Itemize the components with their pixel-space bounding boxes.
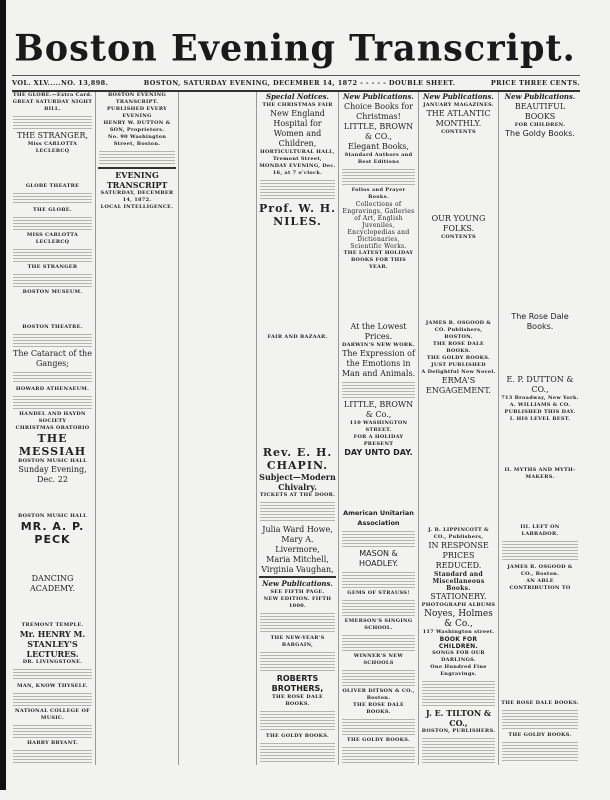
article-text (12, 546, 93, 574)
headline: THE GOLDY BOOKS. (346, 737, 411, 744)
headline: DR. LIVINGSTONE. (22, 658, 83, 665)
headline: DAY UNTO DAY. (344, 447, 413, 457)
headline: New England Hospital for Women and Children, (270, 109, 325, 148)
section-title: Special Notices. (265, 92, 329, 101)
article-text (13, 273, 92, 287)
section-title: EVENING TRANSCRIPT (106, 170, 168, 190)
article-text (422, 680, 495, 706)
volume-number: VOL. XLV.....NO. 13,898. (12, 79, 109, 87)
headline: NEW EDITION. FIFTH 1000. (263, 595, 332, 609)
headline: Elegant Books, (348, 142, 409, 151)
article-text (260, 742, 335, 763)
article-text (342, 669, 415, 686)
headline: CHRISTMAS ORATORIO (15, 425, 90, 432)
newspaper-masthead: Boston Evening Transcript. (14, 26, 576, 71)
headline: LITTLE, BROWN & Co., (343, 399, 414, 419)
article-text (181, 238, 254, 329)
headline: SATURDAY, DECEMBER 14, 1872. (100, 190, 174, 203)
article-text (421, 136, 496, 214)
headline: E. P. DUTTON & CO., (506, 375, 574, 395)
article-text (260, 651, 335, 672)
headline: MISS CARLOTTA LECLERCQ (26, 232, 79, 246)
divider (259, 576, 336, 578)
headline: TREMONT TEMPLE. (21, 621, 84, 628)
article-text (13, 749, 92, 763)
article-text (13, 692, 92, 706)
headline: GEMS OF STRAUSS! (347, 590, 410, 597)
article-text (181, 92, 254, 238)
headline: LITTLE, BROWN & CO., (343, 122, 414, 141)
headline: BOSTON MUSIC HALL (18, 513, 87, 520)
article-text (13, 371, 92, 385)
article-text (342, 634, 415, 651)
headline: THE ROSE DALE BOOKS. (271, 693, 324, 707)
article-text (501, 481, 579, 524)
article-text (12, 155, 93, 183)
page-edge (0, 0, 6, 790)
headline: MASON & HOADLEY. (358, 549, 399, 569)
headline: THE LATEST HOLIDAY BOOKS FOR THIS YEAR. (343, 249, 414, 270)
article-text (260, 710, 335, 731)
headline: 117 Washington street. (422, 628, 495, 635)
headline: SEE FIFTH PAGE. (270, 588, 325, 595)
article-text (12, 296, 93, 324)
headline: BOSTON MUSEUM. (22, 289, 83, 296)
headline: Miss CARLOTTA LECLERCQ (27, 140, 78, 154)
article-text (13, 333, 92, 347)
article-text (342, 718, 415, 735)
article-text (13, 216, 92, 230)
headline: ERMA'S ENGAGEMENT. (426, 375, 491, 395)
headline: SONGS FOR OUR DARLINGS. (432, 649, 485, 663)
headline: Sunday Evening, Dec. 22 (18, 465, 87, 485)
headline: STATIONERY. (430, 591, 487, 601)
headline: Rev. E. H. CHAPIN. (262, 446, 333, 473)
dateline-bar (12, 75, 580, 92)
headline: BOSTON EVENING TRANSCRIPT. (107, 92, 167, 105)
article-text (502, 540, 578, 562)
headline: GLOBE THEATRE (25, 182, 80, 189)
article-text (13, 115, 92, 129)
article-text (342, 381, 415, 398)
headline: JAMES R. OSGOOD & CO., Boston. (507, 563, 573, 577)
article-text (259, 341, 336, 447)
article-text (342, 746, 415, 763)
headline: Noyes, Holmes & Co., (424, 608, 493, 629)
headline: PUBLISHED THIS DAY. (504, 409, 576, 416)
article-text (181, 620, 254, 766)
speaker-name: Julia Ward Howe, (262, 524, 333, 534)
headline: 713 Broadway, New York. (501, 395, 579, 402)
article-text (13, 248, 92, 262)
article-text (342, 599, 415, 616)
headline: The Goldy Books. (505, 129, 575, 138)
headline: TICKETS AT THE DOOR. (259, 492, 336, 499)
headline: FOR A HOLIDAY PRESENT (353, 433, 404, 447)
headline: BOSTON, PUBLISHERS. (421, 727, 496, 734)
headline: HOWARD ATHENAEUM. (15, 386, 90, 393)
article-text (501, 139, 579, 312)
column-1-amusements (10, 92, 96, 765)
article-text (342, 571, 415, 588)
headline: THE GOLDY BOOKS. (508, 732, 572, 739)
headline: THE GLOBE.—Extra Card. GREAT SATURDAY NIGHT BILL. (12, 92, 93, 112)
issue-date: BOSTON, SATURDAY EVENING, DECEMBER 14, 1872 - - - - - DOUBLE SHEET. (143, 79, 456, 87)
headline: THE GLOBE. (33, 207, 72, 214)
headline: MR. A. P. PECK (20, 520, 85, 547)
headline: American Unitarian Association (343, 509, 414, 528)
column-4-special-notices (257, 92, 339, 765)
headline: A Delightful New Novel. (421, 368, 496, 375)
headline: MAN, KNOW THYSELF. (17, 683, 88, 690)
headline: III. LEFT ON LABRADOR. (520, 523, 560, 537)
headline: THE ROSE DALE BOOKS. (352, 702, 405, 716)
headline: II. MYTHS AND MYTH-MAKERS. (504, 466, 576, 480)
headline: Standard Authors and Best Editions (344, 152, 413, 165)
headline: THE NEW-YEAR'S BARGAIN, (270, 634, 325, 648)
headline: NATIONAL COLLEGE OF MUSIC. (15, 708, 90, 722)
headline: THE ROSE DALE BOOKS. (501, 699, 579, 706)
headline: BOSTON MUSIC HALL (18, 458, 87, 465)
article-text (342, 168, 415, 185)
article-text (98, 488, 176, 595)
column-3-news (179, 92, 257, 765)
headline: THE STRANGER, (16, 130, 89, 140)
headline: JANUARY MAGAZINES. (423, 102, 494, 108)
column-2-editorial (96, 92, 179, 765)
article-text (341, 458, 416, 509)
article-text (501, 423, 579, 466)
article-text (13, 724, 92, 738)
headline: HENRY W. DUTTON & SON, Proprietors. (103, 120, 171, 133)
headline: J. B. LIPPINCOTT & CO., Publishers, (428, 526, 489, 540)
speaker-name: Maria Mitchell, (266, 554, 329, 564)
article-text (501, 592, 579, 700)
headline: REDUCED. (435, 560, 482, 570)
headline: LOCAL INTELLIGENCE. (100, 204, 174, 210)
article-text (99, 150, 175, 164)
headline: OUR YOUNG FOLKS. (431, 214, 486, 234)
article-text (502, 709, 578, 731)
column-5-publications (339, 92, 419, 765)
headline: THE ATLANTIC MONTHLY. (426, 109, 491, 128)
headline: BEAUTIFUL BOOKS (514, 102, 566, 121)
headline: EMERSON'S SINGING SCHOOL. (344, 618, 413, 632)
headline: BOOK FOR CHILDREN. (438, 635, 479, 650)
headline: JAMES R. OSGOOD & CO. Publishers, (425, 319, 492, 333)
headline: THE ROSE DALE BOOKS. (432, 340, 485, 354)
article-text (13, 395, 92, 409)
headline: DARWIN'S NEW WORK. (341, 341, 416, 348)
headline: WINNER'S NEW SCHOOLS (353, 653, 404, 667)
column-7-publications (499, 92, 581, 765)
headline: THE MESSIAH (18, 432, 87, 459)
article-text (341, 271, 416, 322)
headline: HANDEL AND HAYDN SOCIETY (19, 411, 86, 425)
headline: One Hundred Fine Engravings. (430, 663, 487, 677)
article-text (502, 741, 578, 763)
article-text (181, 328, 254, 474)
headline: THE GOLDY BOOKS. (265, 732, 330, 739)
article-text (12, 485, 93, 513)
headline: BOSTON THEATRE. (22, 323, 83, 330)
headline: MONDAY EVENING, Dec. 16, at 7 o'clock. (259, 163, 336, 176)
article-text (501, 332, 579, 375)
headline: DANCING ACADEMY. (30, 573, 75, 593)
headline: PHOTOGRAPH ALBUMS (421, 601, 496, 608)
headline: Collections of Engravings, Galleries of Art, English Juveniles, Encyclopedias and Dictionaries, Scientific Works. (342, 200, 415, 250)
headline: Choice Books for Christmas! (343, 102, 413, 121)
headline: J. E. TILTON & CO., (425, 707, 492, 728)
column-6-publications (419, 92, 499, 765)
headline: Folios and Prayer Books. (351, 186, 406, 200)
headline: No. 90 Washington Street, Boston. (107, 134, 167, 147)
headline: THE GOLDY BOOKS. (426, 354, 491, 361)
headline: The Expression of the Emotions in Man and Animals. (341, 348, 416, 378)
headline: Prof. W. H. NILES. (259, 202, 336, 229)
headline: PUBLISHED EVERY EVENING (107, 106, 167, 119)
headline: A. WILLIAMS & CO. (509, 402, 571, 409)
article-text (98, 211, 176, 381)
speaker-name: Mary A. Livermore, (275, 534, 320, 554)
article-text (98, 595, 176, 765)
speaker-name: Virginia Vaughan, (261, 564, 334, 574)
section-title: New Publications. (262, 578, 333, 588)
article-text (260, 179, 335, 200)
article-text (260, 501, 335, 522)
headline: The Cataract of the Ganges; (13, 348, 92, 368)
headline: CONTENTS (441, 234, 476, 241)
headline: I. HIS LEVEL BEST. (509, 416, 571, 423)
article-text (12, 594, 93, 622)
headline: PRICES (442, 550, 475, 560)
article-text (260, 612, 335, 633)
article-text (13, 668, 92, 682)
article-text (421, 241, 496, 319)
article-text (181, 565, 254, 620)
headline: HARRY BRYANT. (27, 740, 78, 747)
headline: At the Lowest Prices. (350, 321, 407, 341)
article-text (422, 737, 495, 763)
headline: JUST PUBLISHED (431, 361, 486, 368)
article-text (342, 530, 415, 547)
section-title: New Publications. (504, 92, 576, 101)
headline: FOR CHILDREN. (514, 122, 566, 128)
price: PRICE THREE CENTS. (490, 79, 580, 87)
headline: AN ABLE CONTRIBUTION TO (509, 577, 571, 591)
headline: The Rose Dale Books. (511, 312, 569, 332)
headline: THE STRANGER (27, 264, 78, 271)
headline: BOSTON. (444, 333, 473, 340)
headline: HORTICULTURAL HALL, Tremont Street, (259, 149, 336, 162)
article-text (13, 192, 92, 206)
headline: FAIR AND BAZAAR. (267, 333, 328, 340)
article-text (181, 474, 254, 565)
section-title: New Publications. (423, 92, 494, 101)
article-text (98, 381, 176, 488)
section-title: New Publications. (343, 92, 414, 101)
headline: THE CHRISTMAS FAIR (262, 102, 333, 108)
article-text (259, 228, 336, 334)
headline: Mr. HENRY M. STANLEY'S LECTURES. (19, 628, 86, 659)
headline: Subject—Modern Chivalry. (259, 472, 336, 493)
article-text (421, 396, 496, 527)
headline: 110 WASHINGTON STREET. (349, 419, 408, 433)
headline: OLIVER DITSON & CO., Boston. (342, 688, 415, 702)
divider (98, 167, 176, 169)
headline: Standard and Miscellaneous Books. (432, 570, 485, 592)
headline: CONTENTS (441, 129, 476, 135)
headline: IN RESPONSE (428, 540, 489, 550)
headline: ROBERTS BROTHERS, (271, 673, 324, 693)
